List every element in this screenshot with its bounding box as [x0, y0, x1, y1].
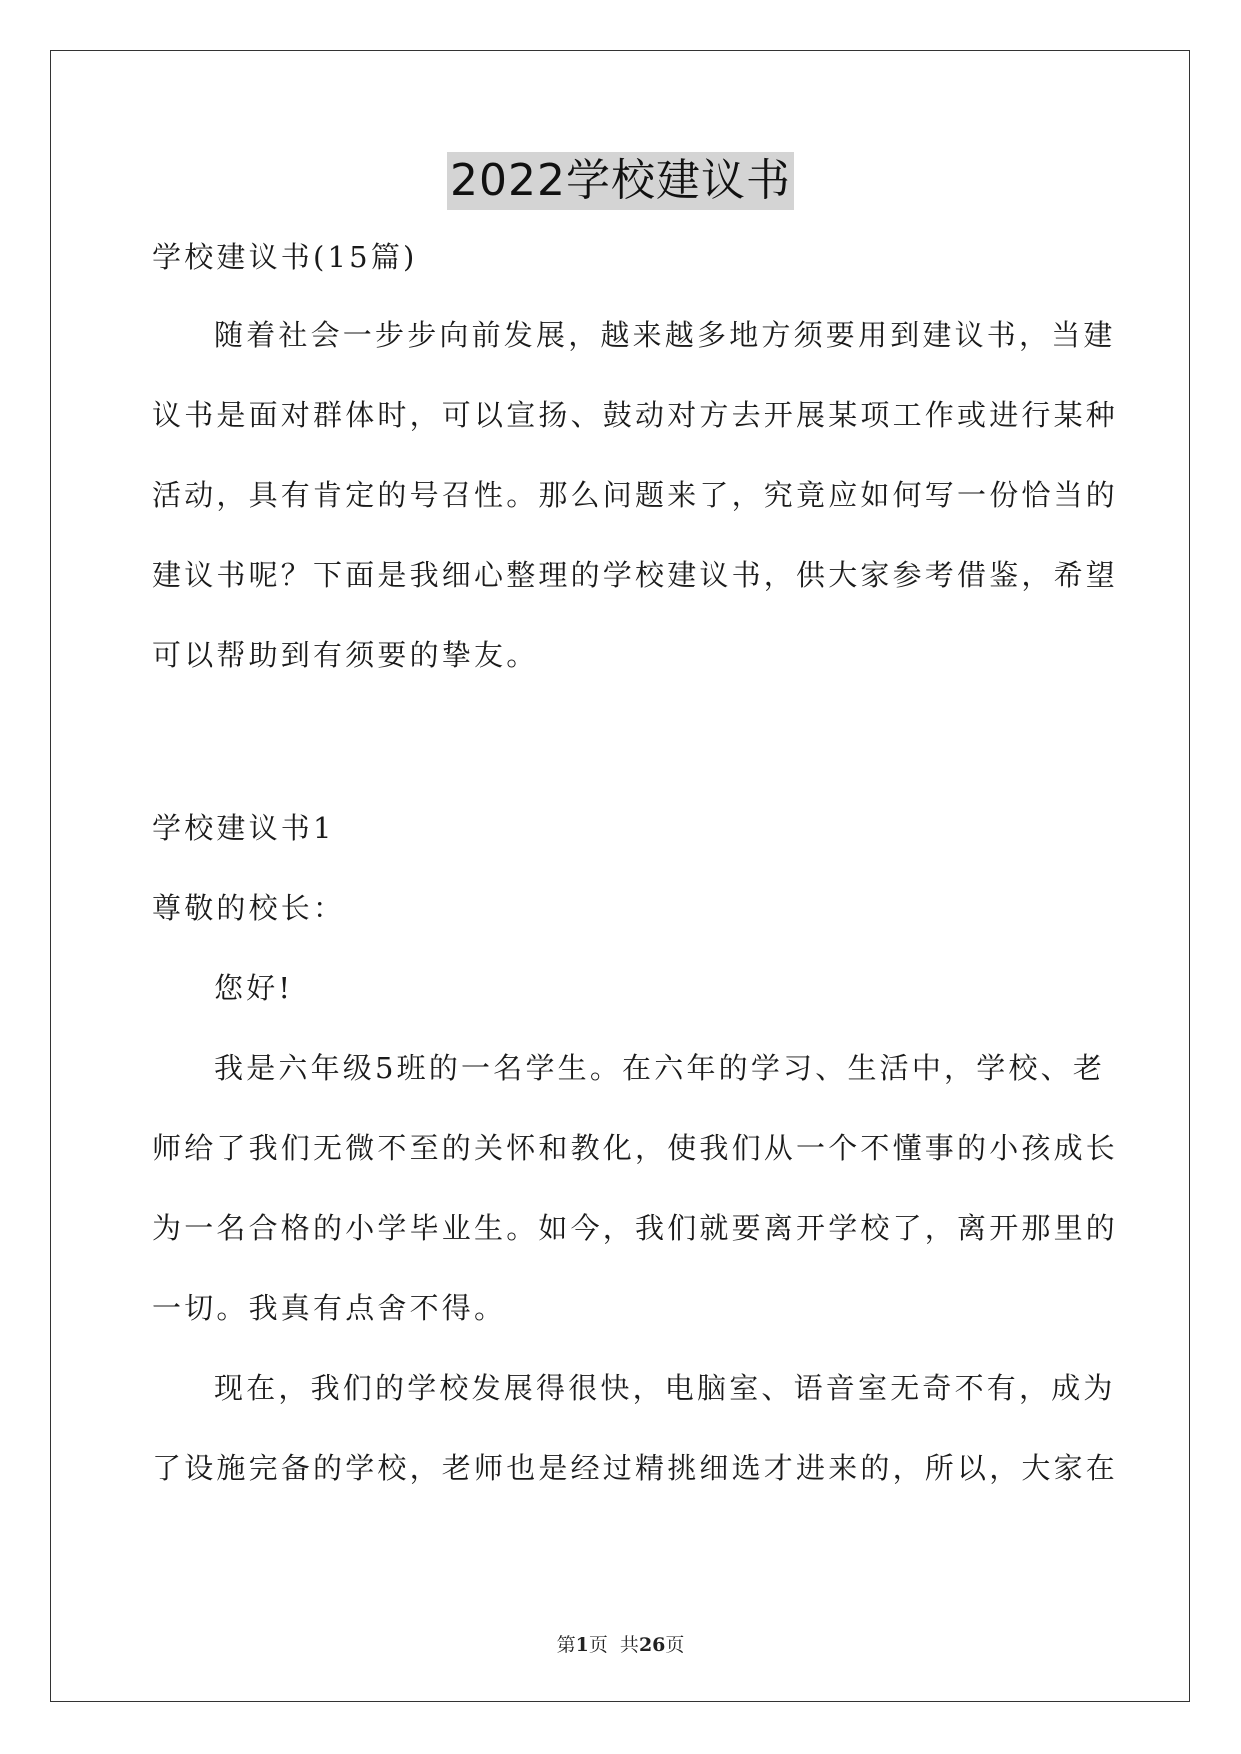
- footer-suffix: 页: [665, 1634, 685, 1656]
- paragraph-line: 可以帮助到有须要的挚友。: [152, 638, 539, 672]
- paragraph-line: 现在，我们的学校发展得很快，电脑室、语音室无奇不有，成为: [214, 1371, 1116, 1405]
- footer-total-pages: 26: [638, 1634, 666, 1656]
- paragraph-line: 随着社会一步步向前发展，越来越多地方须要用到建议书，当建: [214, 318, 1116, 352]
- paragraph-line: 为一名合格的小学毕业生。如今，我们就要离开学校了，离开那里的: [152, 1211, 1119, 1245]
- paragraph-line: 活动，具有肯定的号召性。那么问题来了，究竟应如何写一份恰当的: [152, 478, 1119, 512]
- paragraph-line: 议书是面对群体时，可以宣扬、鼓动对方去开展某项工作或进行某种: [152, 398, 1119, 432]
- paragraph-line: 一切。我真有点舍不得。: [152, 1291, 507, 1325]
- document-title: 2022学校建议书: [447, 152, 794, 210]
- footer-prefix: 第: [556, 1634, 576, 1656]
- paragraph-line: 师给了我们无微不至的关怀和教化，使我们从一个不懂事的小孩成长: [152, 1131, 1119, 1165]
- footer-middle: 页 共: [588, 1634, 639, 1656]
- subtitle-line: 学校建议书(15篇): [152, 240, 418, 274]
- salutation-line: 尊敬的校长：: [152, 891, 346, 925]
- title-container: [0, 152, 1241, 210]
- footer-page-number: 1: [575, 1634, 589, 1656]
- paragraph-line: 我是六年级5班的一名学生。在六年的学习、生活中，学校、老: [214, 1051, 1106, 1085]
- page-footer: [0, 1630, 1241, 1657]
- paragraph-line: 建议书呢？下面是我细心整理的学校建议书，供大家参考借鉴，希望: [152, 558, 1119, 592]
- greeting-line: 您好!: [214, 971, 294, 1005]
- section-heading: 学校建议书1: [152, 811, 335, 845]
- paragraph-line: 了设施完备的学校，老师也是经过精挑细选才进来的，所以，大家在: [152, 1451, 1119, 1485]
